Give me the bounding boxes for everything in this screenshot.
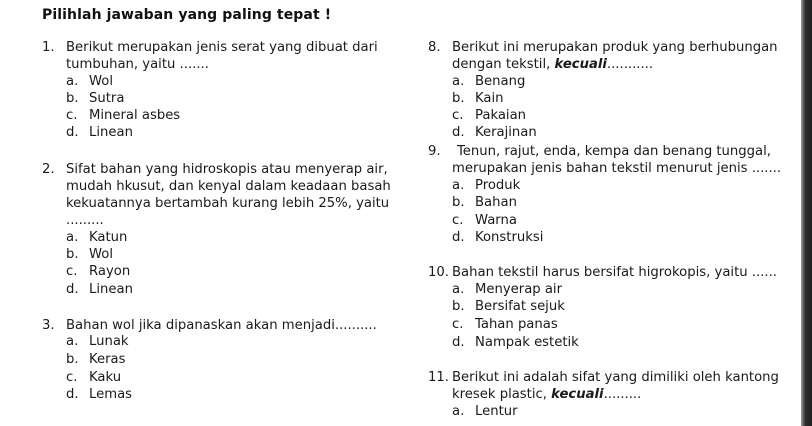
option-text: Nampak estetik [475, 335, 579, 350]
question-text: tumbuhan, yaitu ....... [66, 57, 209, 72]
instruction-heading: Pilihlah jawaban yang paling tepat ! [42, 7, 332, 23]
option-letter: c. [66, 370, 78, 385]
question-text: kekuatannya bertambah kurang lebih 25%, yaitu [66, 196, 390, 211]
question-number: 8. [428, 40, 441, 55]
question-text [452, 387, 641, 403]
option-letter: d. [66, 125, 79, 140]
question-text: Bahan tekstil harus bersifat higrokopis, yaitu ...... [452, 265, 777, 280]
question-number: 3. [42, 318, 55, 333]
option-letter: d. [452, 230, 465, 245]
option-letter: b. [452, 195, 465, 210]
option-letter: a. [66, 74, 79, 89]
option-letter: b. [66, 352, 79, 367]
question-text-part: kresek plastic, [452, 387, 547, 402]
question-text: Berikut ini merupakan produk yang berhubungan [452, 40, 778, 55]
option-letter: c. [452, 213, 464, 228]
option-text: Wol [89, 247, 113, 262]
option-text: Pakaian [475, 108, 527, 123]
question-text: Berikut merupakan jenis serat yang dibuat dari [66, 40, 378, 55]
option-letter: a. [66, 334, 79, 349]
option-letter: b. [66, 91, 79, 106]
option-text: Lunak [89, 334, 129, 349]
option-letter: c. [452, 317, 464, 332]
option-text: Kaku [89, 370, 122, 385]
option-text: Bersifat sejuk [475, 299, 565, 314]
option-text: Linean [89, 125, 133, 140]
option-text: Kerajinan [475, 125, 537, 140]
keyword-kecuali: kecuali [551, 387, 604, 402]
option-letter: c. [66, 108, 78, 123]
option-letter: c. [66, 264, 78, 279]
option-letter: b. [66, 247, 79, 262]
question-text: merupakan jenis bahan tekstil menurut jenis ....... [452, 161, 782, 176]
answer-blank: ......... [603, 387, 642, 402]
option-text: Mineral asbes [89, 108, 181, 123]
question-number: 1. [42, 40, 55, 55]
keyword-kecuali: kecuali [554, 57, 607, 72]
question-text: Bahan wol jika dipanaskan akan menjadi.......... [66, 318, 377, 333]
option-text: Lemas [89, 387, 133, 402]
option-letter: a. [452, 282, 465, 297]
question-text: Tenun, rajut, enda, kempa dan benang tunggal, [457, 144, 771, 159]
option-letter: d. [452, 125, 465, 140]
question-text: ......... [66, 213, 104, 228]
question-text: Sifat bahan yang hidroskopis atau menyerap air, [66, 162, 388, 177]
question-number: 2. [42, 162, 55, 177]
option-text: Menyerap air [475, 282, 563, 297]
question-number: 11. [428, 370, 449, 385]
option-text: Tahan panas [475, 317, 558, 332]
option-letter: a. [452, 178, 465, 193]
viewer-border [801, 0, 812, 426]
question-number: 9. [428, 144, 441, 159]
option-text: Konstruksi [475, 230, 544, 245]
option-text: Produk [475, 178, 521, 193]
option-text: Wol [89, 74, 113, 89]
question-text-part: dengan tekstil, [452, 57, 551, 72]
option-letter: d. [66, 282, 79, 297]
option-text: Sutra [89, 91, 125, 106]
question-number: 10. [428, 265, 449, 280]
option-letter: c. [452, 108, 464, 123]
question-text: mudah hkusut, dan kenyal dalam keadaan basah [66, 179, 391, 194]
option-text: Lentur [475, 404, 518, 419]
option-text: Keras [89, 352, 126, 367]
option-text: Linean [89, 282, 133, 297]
option-letter: d. [452, 335, 465, 350]
question-text [452, 57, 653, 73]
question-text: Berikut ini adalah sifat yang dimiliki oleh kantong [452, 370, 779, 385]
option-text: Benang [475, 74, 526, 89]
option-text: Katun [89, 230, 128, 245]
option-text: Kain [475, 91, 504, 106]
option-letter: b. [452, 91, 465, 106]
option-letter: a. [452, 404, 465, 419]
option-text: Bahan [475, 195, 517, 210]
option-letter: d. [66, 387, 79, 402]
option-text: Rayon [89, 264, 131, 279]
option-letter: a. [452, 74, 465, 89]
option-text: Warna [475, 213, 517, 228]
option-letter: a. [66, 230, 79, 245]
answer-blank: ........... [606, 57, 654, 72]
option-letter: b. [452, 299, 465, 314]
